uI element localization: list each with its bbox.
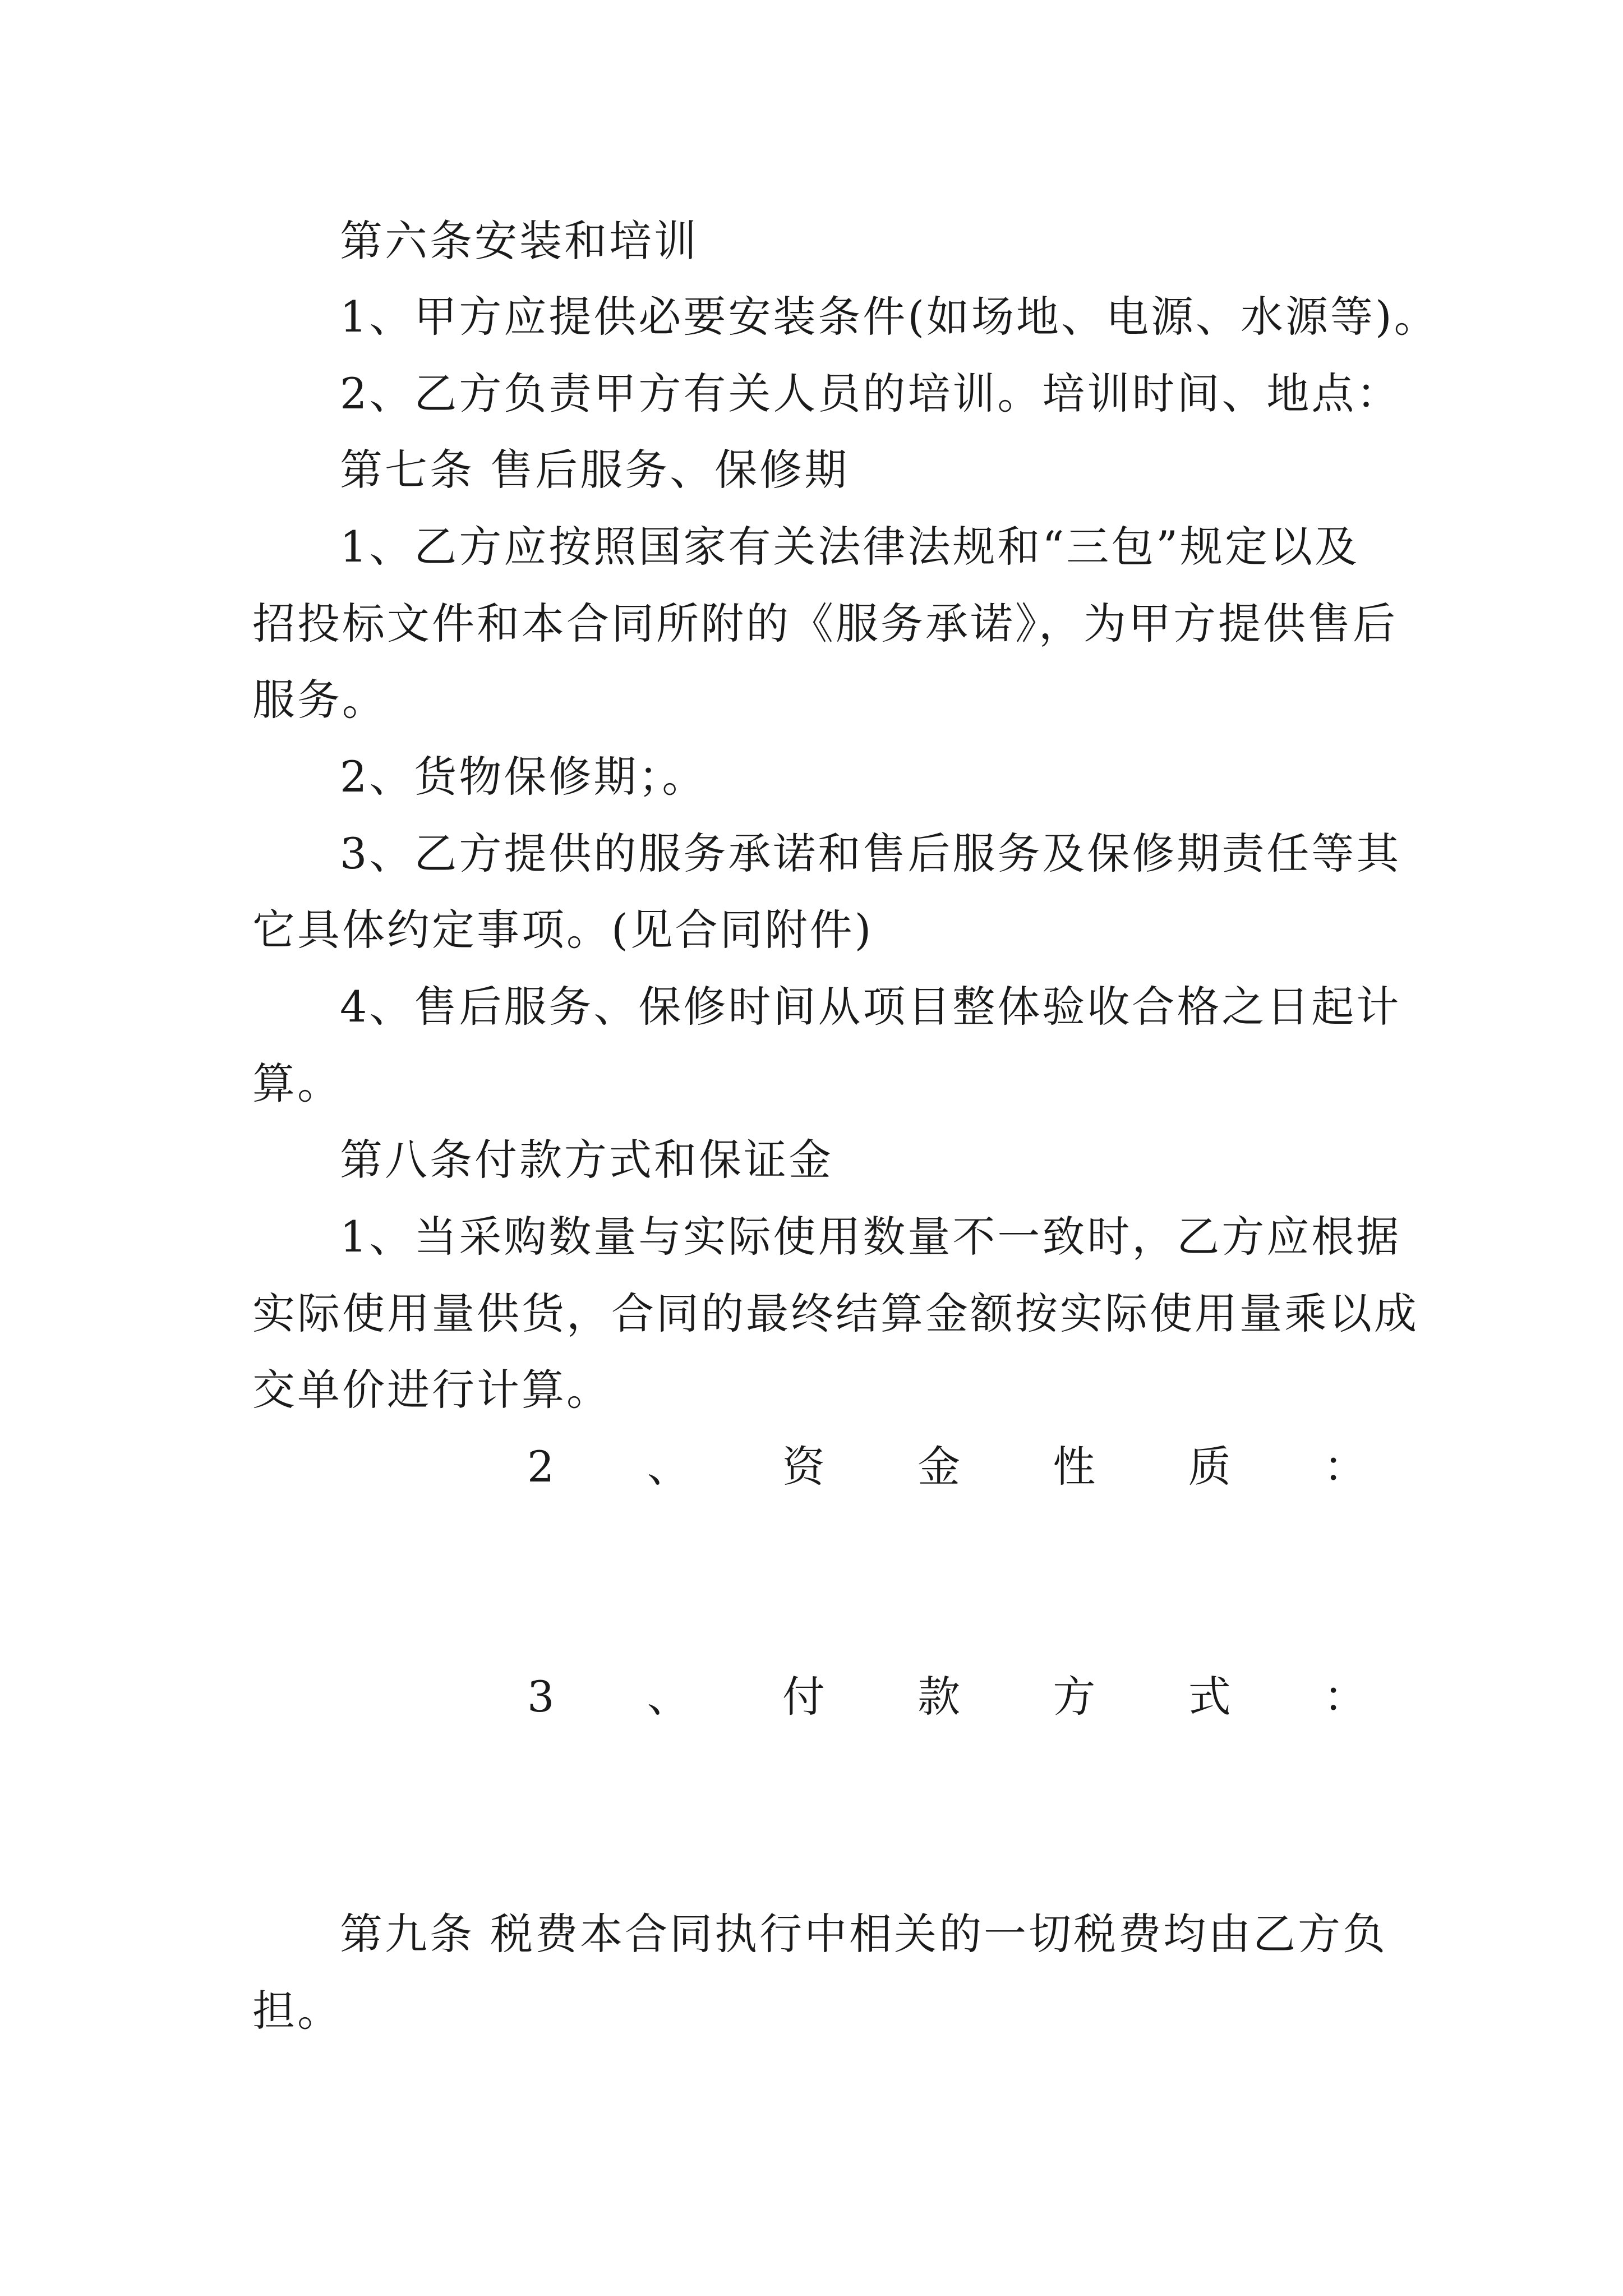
item-3-char: 方 — [1053, 1672, 1098, 1722]
item-3-char: 3 — [527, 1672, 557, 1722]
item-2-char: 2 — [527, 1442, 557, 1492]
section-8-item-1-line-2: 实际使用量供货，合同的最终结算金额按实际使用量乘以成 — [252, 1289, 1419, 1338]
section-7-item-4-line-1: 4、售后服务、保修时间从项目整体验收合格之日起计 — [340, 982, 1401, 1032]
section-7-item-1-line-3: 服务。 — [252, 675, 387, 725]
item-2-char: 金 — [917, 1442, 963, 1492]
section-8-item-2 — [527, 1439, 1368, 1495]
section-9-line-2: 担。 — [252, 1986, 342, 2036]
section-7-item-3-line-1: 3、乙方提供的服务承诺和售后服务及保修期责任等其 — [340, 829, 1401, 878]
item-3-char: 付 — [782, 1672, 827, 1722]
section-7-item-2: 2、货物保修期；。 — [340, 752, 707, 802]
section-7-title: 第七条 售后服务、保修期 — [340, 445, 850, 495]
section-8-item-1-line-3: 交单价进行计算。 — [252, 1365, 611, 1415]
item-2-char: 资 — [782, 1442, 827, 1492]
section-6-title: 第六条安装和培训 — [340, 216, 699, 266]
section-8-item-1-line-1: 1、当采购数量与实际使用数量不一致时，乙方应根据 — [340, 1212, 1401, 1262]
section-7-item-1-line-1: 1、乙方应按照国家有关法律法规和“三包”规定以及 — [340, 522, 1360, 572]
item-2-char: ： — [1323, 1442, 1368, 1492]
item-2-char: 、 — [647, 1442, 692, 1492]
item-3-char: 、 — [647, 1672, 692, 1722]
item-3-char: ： — [1323, 1672, 1368, 1722]
item-2-char: 性 — [1053, 1442, 1098, 1492]
section-7-item-3-line-2: 它具体约定事项。(见合同附件) — [252, 905, 874, 955]
section-7-item-4-line-2: 算。 — [252, 1059, 342, 1108]
section-8-item-3 — [527, 1669, 1368, 1725]
section-9-line-1: 第九条 税费本合同执行中相关的一切税费均由乙方负 — [340, 1909, 1388, 1959]
section-6-item-2: 2、乙方负责甲方有关人员的培训。培训时间、地点： — [340, 369, 1401, 418]
section-8-title: 第八条付款方式和保证金 — [340, 1135, 833, 1185]
section-7-item-1-line-2: 招投标文件和本合同所附的《服务承诺》，为甲方提供售后 — [252, 599, 1398, 648]
item-3-char: 款 — [917, 1672, 963, 1722]
section-6-item-1: 1、甲方应提供必要安装条件(如场地、电源、水源等)。 — [340, 292, 1439, 342]
item-2-char: 质 — [1188, 1442, 1233, 1492]
item-3-char: 式 — [1188, 1672, 1233, 1722]
